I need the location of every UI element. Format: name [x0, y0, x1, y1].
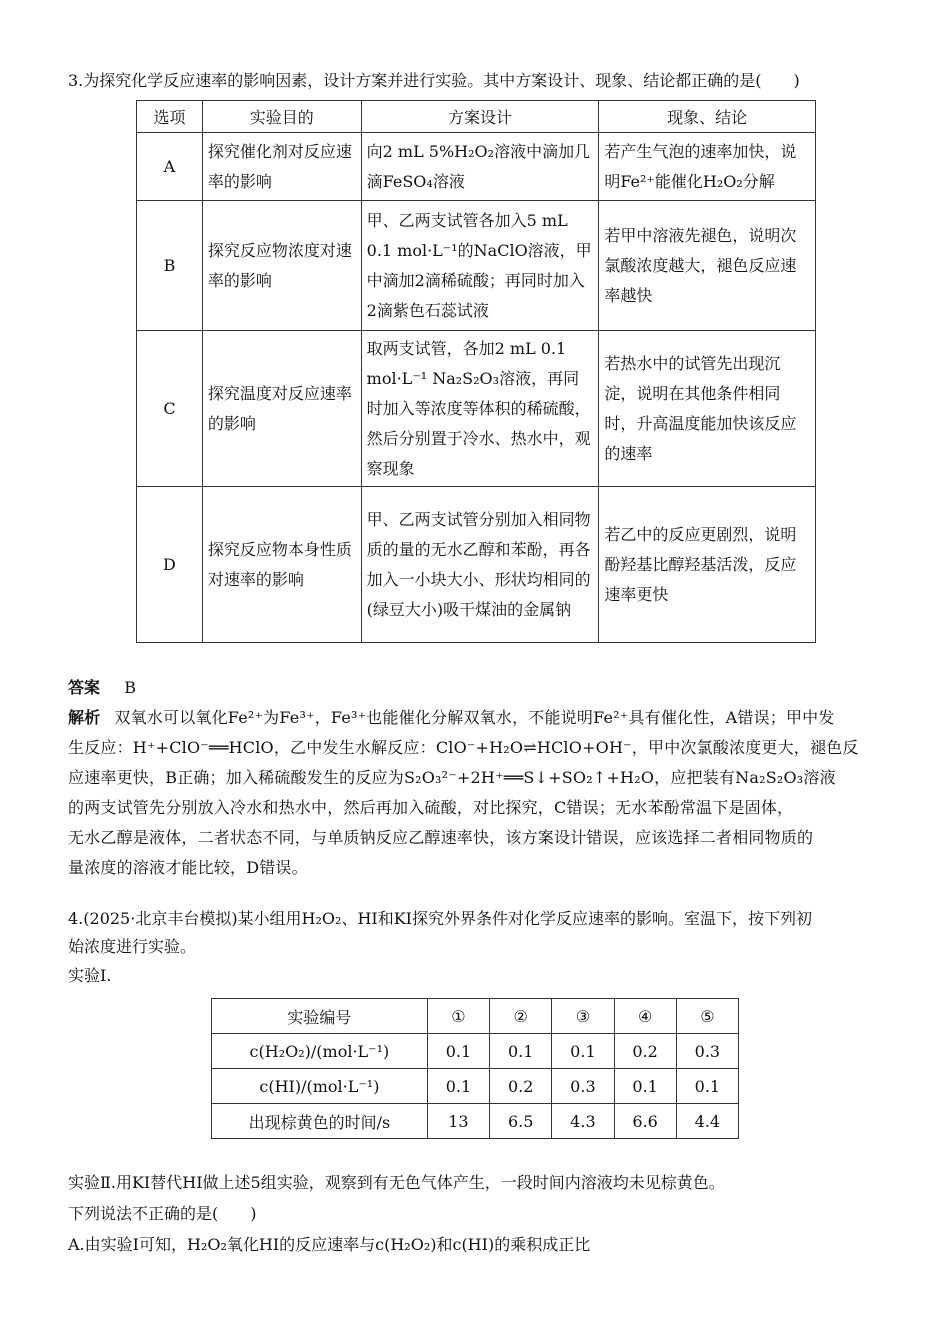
cell: 6.6: [614, 1104, 676, 1139]
row-result: 若乙中的反应更剧烈，说明酚羟基比醇羟基活泼，反应速率更快: [599, 487, 816, 643]
analysis-line-2: 生反应：H⁺+ClO⁻══HClO，乙中发生水解反应：ClO⁻+H₂O⇌HClO+OH⁻，甲中次氯酸浓度更大，褪色反: [68, 738, 859, 757]
table-row: [212, 1034, 739, 1069]
row-result: 若甲中溶液先褪色，说明次氯酸浓度越大，褪色反应速率越快: [599, 201, 816, 331]
q4-table-header: [212, 999, 739, 1034]
row-design: 向2 mL 5%H₂O₂溶液中滴加几滴FeSO₄溶液: [361, 133, 599, 201]
header-cell: ②: [490, 999, 552, 1034]
cell: 0.2: [490, 1069, 552, 1104]
q4-option-a: A.由实验Ⅰ可知，H₂O₂氧化HI的反应速率与c(H₂O₂)和c(HI)的乘积成正比: [68, 1235, 591, 1254]
row-design: 甲、乙两支试管分别加入相同物质的量的无水乙醇和苯酚，再各加入一小块大小、形状均相同的(绿豆大小)吸干煤油的金属钠: [361, 487, 599, 643]
table-row: [212, 1104, 739, 1139]
q4-exp2: 实验Ⅱ.用KI替代HI做上述5组实验，观察到有无色气体产生，一段时间内溶液均未见棕黄色。: [68, 1173, 725, 1192]
header-result: 现象、结论: [599, 101, 816, 133]
header-cell: ④: [614, 999, 676, 1034]
table-row: [137, 487, 816, 643]
analysis-line-4: 的两支试管先分别放入冷水和热水中，然后再加入硫酸，对比探究，C错误；无水苯酚常温下是固体，: [68, 798, 794, 817]
row-result: 若热水中的试管先出现沉淀，说明在其他条件相同时，升高温度能加快该反应的速率: [599, 331, 816, 487]
cell: 4.3: [552, 1104, 614, 1139]
header-cell: 实验编号: [212, 999, 428, 1034]
row-option: C: [137, 331, 203, 487]
row-label: 出现棕黄色的时间/s: [212, 1104, 428, 1139]
row-result: 若产生气泡的速率加快，说明Fe²⁺能催化H₂O₂分解: [599, 133, 816, 201]
table-row: [137, 133, 816, 201]
table-row: [137, 331, 816, 487]
table-row: [137, 201, 816, 331]
row-option: B: [137, 201, 203, 331]
q3-table-header: [137, 101, 816, 133]
answer-value: B: [124, 678, 136, 697]
header-cell: ③: [552, 999, 614, 1034]
header-design: 方案设计: [361, 101, 599, 133]
cell: 0.1: [676, 1069, 738, 1104]
row-design: 取两支试管，各加2 mL 0.1 mol·L⁻¹ Na₂S₂O₃溶液，再同时加入等浓度等体积的稀硫酸，然后分别置于冷水、热水中，观察现象: [361, 331, 599, 487]
q4-ask: 下列说法不正确的是( ): [68, 1204, 257, 1223]
header-cell: ①: [427, 999, 489, 1034]
row-aim: 探究催化剂对反应速率的影响: [202, 133, 361, 201]
row-aim: 探究温度对反应速率的影响: [202, 331, 361, 487]
analysis-line-6: 量浓度的溶液才能比较，D错误。: [68, 858, 308, 877]
cell: 0.1: [490, 1034, 552, 1069]
row-label: c(H₂O₂)/(mol·L⁻¹): [212, 1034, 428, 1069]
q4-stem-line-2: 始浓度进行实验。: [68, 937, 197, 956]
q4-table: [211, 998, 739, 1139]
row-option: A: [137, 133, 203, 201]
row-design: 甲、乙两支试管各加入5 mL 0.1 mol·L⁻¹的NaClO溶液，甲中滴加2滴稀硫酸；再同时加入2滴紫色石蕊试液: [361, 201, 599, 331]
cell: 4.4: [676, 1104, 738, 1139]
answer-label: 答案: [68, 678, 101, 697]
q4-exp1-label: 实验Ⅰ.: [68, 966, 112, 985]
header-cell: ⑤: [676, 999, 738, 1034]
cell: 0.3: [552, 1069, 614, 1104]
analysis-label: 解析: [68, 708, 101, 727]
cell: 0.1: [552, 1034, 614, 1069]
cell: 6.5: [490, 1104, 552, 1139]
cell: 0.2: [614, 1034, 676, 1069]
row-aim: 探究反应物浓度对速率的影响: [202, 201, 361, 331]
row-aim: 探究反应物本身性质对速率的影响: [202, 487, 361, 643]
cell: 0.1: [427, 1034, 489, 1069]
cell: 0.1: [427, 1069, 489, 1104]
q3-table: [136, 100, 816, 643]
analysis-line-1: 解析 双氧水可以氧化Fe²⁺为Fe³⁺，Fe³⁺也能催化分解双氧水，不能说明Fe²⁺具有催化性，A错误；甲中发: [68, 708, 835, 727]
cell: 0.3: [676, 1034, 738, 1069]
header-option: 选项: [137, 101, 203, 133]
q3-stem: 3.为探究化学反应速率的影响因素，设计方案并进行实验。其中方案设计、现象、结论都正确的是( ): [68, 71, 800, 90]
analysis-line-3: 应速率更快，B正确；加入稀硫酸发生的反应为S₂O₃²⁻+2H⁺══S↓+SO₂↑+H₂O，应把装有Na₂S₂O₃溶液: [68, 768, 836, 787]
row-label: c(HI)/(mol·L⁻¹): [212, 1069, 428, 1104]
cell: 13: [427, 1104, 489, 1139]
header-aim: 实验目的: [202, 101, 361, 133]
answer-line: [68, 678, 136, 698]
q4-stem-line-1: 4.(2025·北京丰台模拟)某小组用H₂O₂、HI和KI探究外界条件对化学反应速率的影响。室温下，按下列初: [68, 909, 813, 928]
cell: 0.1: [614, 1069, 676, 1104]
row-option: D: [137, 487, 203, 643]
analysis-line-5: 无水乙醇是液体，二者状态不同，与单质钠反应乙醇速率快，该方案设计错误，应该选择二者相同物质的: [68, 828, 814, 847]
analysis-block: [68, 703, 878, 883]
table-row: [212, 1069, 739, 1104]
